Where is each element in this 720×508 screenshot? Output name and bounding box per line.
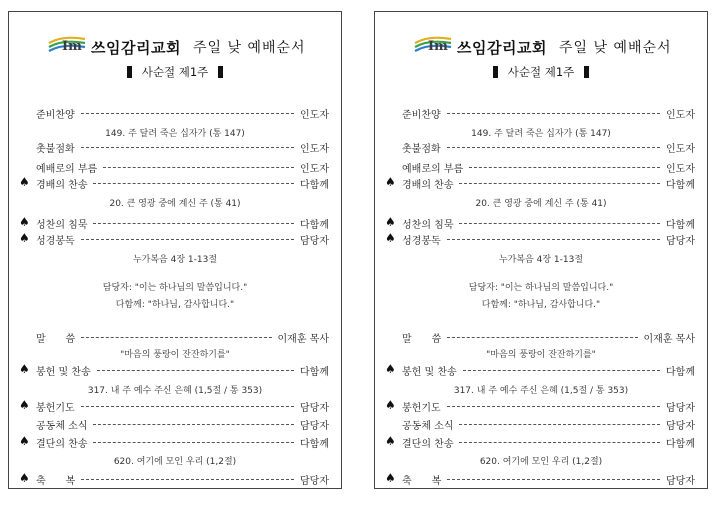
service-item-label: 성경봉독 [402, 236, 441, 247]
leader-dots [459, 424, 660, 425]
service-subline: "마음의 풍랑이 잔잔하기를" [486, 350, 596, 360]
leader-dots [447, 406, 660, 407]
service-subline: 620. 여기에 모인 우리 (1,2절) [113, 457, 237, 467]
spade-mark: ♠ [385, 471, 396, 485]
season-bar-left [127, 66, 132, 78]
service-item-label: 축 복 [36, 476, 76, 487]
service-item-label: 결단의 찬송 [402, 439, 454, 450]
leader-dots [81, 113, 294, 114]
leader-dots [81, 147, 294, 148]
service-item-label: 예배로의 부름 [36, 164, 98, 175]
season-label: 사순절 제1주 [141, 65, 209, 79]
service-item-label: 성찬의 침묵 [36, 220, 88, 231]
service-item-label: 촛불점화 [36, 144, 75, 155]
service-item-leader: 이재훈 목사 [643, 334, 695, 345]
spade-mark: ♠ [19, 231, 30, 245]
leader-dots [447, 113, 660, 114]
leader-dots [447, 337, 638, 338]
service-item-label: 경배의 찬송 [36, 180, 88, 191]
leader-dots [469, 167, 660, 168]
service-item-label: 축 복 [402, 476, 442, 487]
service-item-leader: 담당자 [300, 421, 329, 432]
service-item-label: 결단의 찬송 [36, 439, 88, 450]
spade-mark: ♠ [385, 215, 396, 229]
service-subline: 다함께: "하나님, 감사합니다." [481, 300, 601, 310]
service-item-label: 예배로의 부름 [402, 164, 464, 175]
service-item-leader: 담당자 [666, 421, 695, 432]
service-item-leader: 인도자 [300, 164, 329, 175]
spade-mark: ♠ [19, 215, 30, 229]
service-item [9, 216, 341, 230]
service-item [375, 417, 707, 431]
service-item-leader: 인도자 [666, 144, 695, 155]
service-subline: 다함께: "하나님, 감사합니다." [115, 300, 235, 310]
service-item-label: 말 씀 [36, 334, 76, 345]
season-line [9, 64, 341, 80]
service-item-leader: 담당자 [666, 476, 695, 487]
service-item [375, 176, 707, 190]
church-logo [47, 34, 89, 58]
leader-dots [93, 424, 294, 425]
service-item [9, 140, 341, 154]
church-name: 쓰임감리교회 [91, 39, 181, 57]
service-subline: 149. 주 달려 죽은 십자가 (통 147) [105, 129, 245, 139]
service-item-leader: 다함께 [666, 180, 695, 191]
service-item-label: 준비찬양 [36, 110, 75, 121]
service-subline: 317. 내 주 예수 주신 은혜 (1,5절 / 통 353) [453, 386, 629, 396]
leader-dots [459, 183, 660, 184]
service-item-leader: 이재훈 목사 [277, 334, 329, 345]
service-item-label: 말 씀 [402, 334, 442, 345]
service-item-label: 봉헌기도 [402, 403, 441, 414]
service-item [375, 472, 707, 486]
service-item-label: 촛불점화 [402, 144, 441, 155]
service-item [9, 330, 341, 344]
spade-mark: ♠ [385, 362, 396, 376]
leader-dots [81, 337, 272, 338]
bulletin-header [9, 34, 341, 58]
bulletin-header [375, 34, 707, 58]
service-item-leader: 다함께 [666, 439, 695, 450]
season-bar-right [584, 66, 589, 78]
church-name: 쓰임감리교회 [457, 39, 547, 57]
service-item-label: 공동체 소식 [36, 421, 88, 432]
service-subline: 620. 여기에 모인 우리 (1,2절) [479, 457, 603, 467]
service-item-label: 공동체 소식 [402, 421, 454, 432]
service-item-label: 봉헌 및 찬송 [402, 367, 457, 378]
service-item-leader: 인도자 [666, 110, 695, 121]
service-item [375, 106, 707, 120]
leader-dots [93, 183, 294, 184]
service-subline: 담당자: "이는 하나님의 말씀입니다." [468, 283, 614, 293]
service-item-leader: 다함께 [300, 367, 329, 378]
leader-dots [459, 442, 660, 443]
service-item [375, 232, 707, 246]
church-logo [413, 34, 455, 58]
service-item-label: 경배의 찬송 [402, 180, 454, 191]
logo-text: Im [62, 39, 82, 54]
service-subline: 317. 내 주 예수 주신 은혜 (1,5절 / 통 353) [87, 386, 263, 396]
service-subline: "마음의 풍랑이 잔잔하기를" [120, 350, 230, 360]
spade-mark: ♠ [385, 434, 396, 448]
leader-dots [81, 479, 294, 480]
service-item-leader: 다함께 [300, 180, 329, 191]
service-item [9, 176, 341, 190]
leader-dots [447, 239, 660, 240]
service-item-leader: 담당자 [300, 403, 329, 414]
leader-dots [459, 223, 660, 224]
service-item-leader: 인도자 [666, 164, 695, 175]
spade-mark: ♠ [385, 231, 396, 245]
service-item [9, 232, 341, 246]
service-item-label: 봉헌 및 찬송 [36, 367, 91, 378]
service-item [375, 140, 707, 154]
season-line [375, 64, 707, 80]
spade-mark: ♠ [19, 471, 30, 485]
leader-dots [447, 479, 660, 480]
service-item [375, 399, 707, 413]
service-item [375, 160, 707, 174]
service-subline: 20. 큰 영광 중에 계신 주 (통 41) [475, 199, 607, 209]
service-item [9, 472, 341, 486]
spade-mark: ♠ [19, 434, 30, 448]
service-item-leader: 담당자 [300, 236, 329, 247]
service-subline: 담당자: "이는 하나님의 말씀입니다." [102, 283, 248, 293]
service-item-leader: 다함께 [300, 439, 329, 450]
service-item-label: 성찬의 침묵 [402, 220, 454, 231]
bulletin-panel-left [8, 11, 342, 489]
service-subline: 누가복음 4장 1-13절 [132, 255, 218, 265]
leader-dots [93, 223, 294, 224]
service-item-leader: 다함께 [666, 367, 695, 378]
service-item-leader: 담당자 [300, 476, 329, 487]
service-title: 주일 낮 예배순서 [559, 40, 672, 56]
service-item [375, 435, 707, 449]
service-title: 주일 낮 예배순서 [193, 40, 306, 56]
service-item-leader: 담당자 [666, 403, 695, 414]
service-item [9, 399, 341, 413]
logo-text: Im [428, 39, 448, 54]
leader-dots [463, 370, 660, 371]
spade-mark: ♠ [385, 175, 396, 189]
service-subline: 누가복음 4장 1-13절 [498, 255, 584, 265]
service-item-leader: 다함께 [666, 220, 695, 231]
season-bar-left [493, 66, 498, 78]
service-item [375, 330, 707, 344]
service-subline: 20. 큰 영광 중에 계신 주 (통 41) [109, 199, 241, 209]
service-item-label: 봉헌기도 [36, 403, 75, 414]
season-bar-right [218, 66, 223, 78]
season-label: 사순절 제1주 [507, 65, 575, 79]
bulletin-panel-right [374, 11, 708, 489]
service-item-leader: 인도자 [300, 110, 329, 121]
leader-dots [81, 406, 294, 407]
leader-dots [447, 147, 660, 148]
service-item-leader: 다함께 [300, 220, 329, 231]
spade-mark: ♠ [19, 175, 30, 189]
service-item [9, 435, 341, 449]
service-item-leader: 인도자 [300, 144, 329, 155]
service-subline: 149. 주 달려 죽은 십자가 (통 147) [471, 129, 611, 139]
service-item-label: 성경봉독 [36, 236, 75, 247]
leader-dots [81, 239, 294, 240]
service-item [9, 160, 341, 174]
leader-dots [103, 167, 294, 168]
spade-mark: ♠ [385, 398, 396, 412]
service-item [375, 216, 707, 230]
leader-dots [97, 370, 294, 371]
spade-mark: ♠ [19, 362, 30, 376]
leader-dots [93, 442, 294, 443]
service-item [9, 363, 341, 377]
service-item-label: 준비찬양 [402, 110, 441, 121]
service-item [375, 363, 707, 377]
service-item [9, 417, 341, 431]
spade-mark: ♠ [19, 398, 30, 412]
service-item [9, 106, 341, 120]
service-item-leader: 담당자 [666, 236, 695, 247]
